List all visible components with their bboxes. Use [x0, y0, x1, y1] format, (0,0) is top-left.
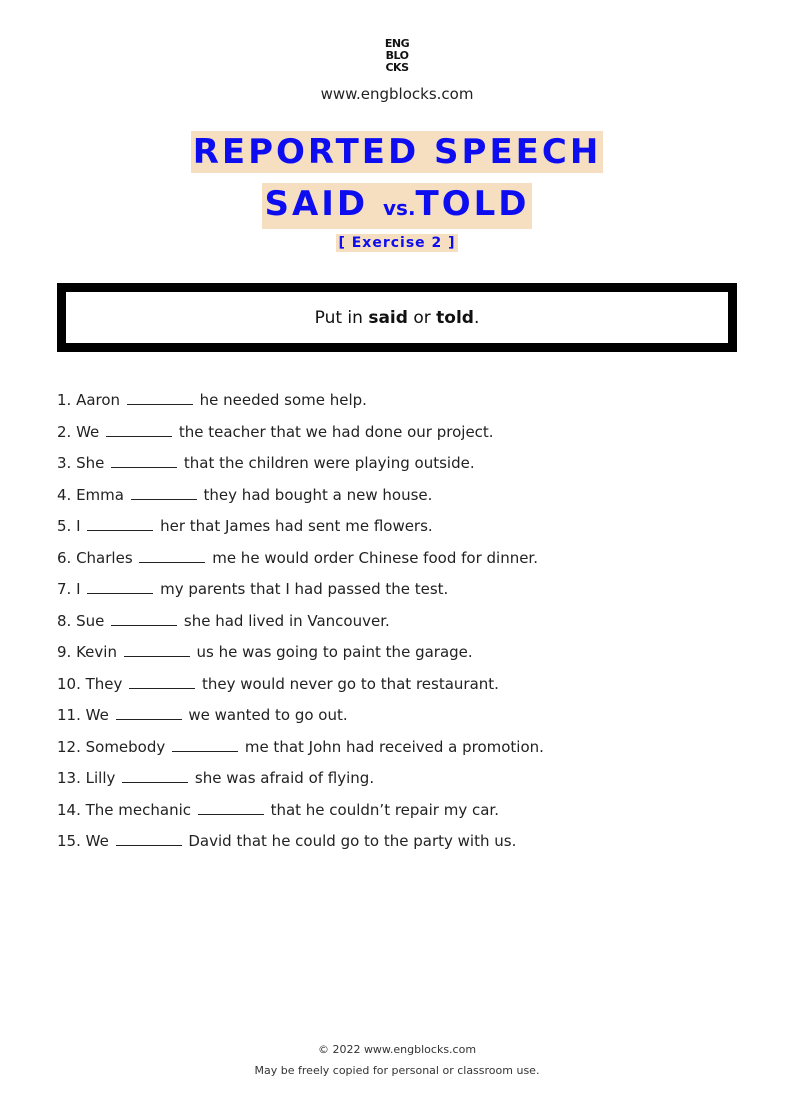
- exercise-label: [ Exercise 2 ]: [338, 235, 456, 251]
- question-item: [57, 799, 747, 831]
- answer-blank[interactable]: [87, 578, 153, 594]
- question-end: me he would order Chinese food for dinner.: [212, 548, 538, 567]
- answer-blank[interactable]: [129, 673, 195, 689]
- question-start: 12. Somebody: [57, 737, 166, 756]
- exercise-label-line: [0, 232, 794, 252]
- question-item: [57, 767, 747, 799]
- logo-line-3: CKS: [385, 61, 409, 74]
- title-said: SAID: [264, 184, 369, 224]
- answer-blank[interactable]: [116, 704, 182, 720]
- question-start: 3. She: [57, 454, 105, 472]
- question-item: [57, 515, 747, 547]
- answer-blank[interactable]: [122, 767, 188, 783]
- question-start: 4. Emma: [57, 485, 124, 504]
- footer-copyright: © 2022 www.engblocks.com: [317, 1043, 477, 1056]
- question-item: [57, 452, 747, 484]
- question-end: me that John had received a promotion.: [244, 737, 544, 756]
- question-start: 2. We: [57, 422, 100, 441]
- question-start: 5. I: [57, 517, 81, 535]
- question-item: [57, 547, 747, 579]
- title-vs: vs.: [383, 196, 416, 220]
- title-line-1: [0, 131, 794, 173]
- question-end: they would never go to that restaurant.: [201, 674, 499, 693]
- question-end: she had lived in Vancouver.: [183, 611, 390, 630]
- instruction-text: [315, 308, 480, 328]
- question-item: [57, 641, 747, 673]
- question-item: [57, 736, 747, 768]
- answer-blank[interactable]: [106, 421, 172, 437]
- footer-note: May be freely copied for personal or classroom use.: [254, 1064, 540, 1077]
- instruction-middle: or: [407, 307, 437, 328]
- instruction-suffix: .: [473, 307, 480, 328]
- question-end: that the children were playing outside.: [183, 454, 475, 472]
- answer-blank[interactable]: [124, 641, 190, 657]
- title-said-vs-told: [262, 183, 531, 229]
- logo-line-1: ENG: [384, 37, 410, 50]
- question-item: [57, 421, 747, 453]
- instruction-word-said: said: [368, 307, 408, 328]
- answer-blank[interactable]: [198, 799, 264, 815]
- question-start: 6. Charles: [57, 548, 133, 567]
- question-start: 13. Lilly: [57, 769, 116, 787]
- question-item: [57, 484, 747, 516]
- question-end: us he was going to paint the garage.: [196, 643, 473, 661]
- question-item: [57, 578, 747, 610]
- answer-blank[interactable]: [111, 452, 177, 468]
- question-end: my parents that I had passed the test.: [160, 580, 449, 598]
- answer-blank[interactable]: [131, 484, 197, 500]
- answer-blank[interactable]: [172, 736, 238, 752]
- question-start: 10. They: [57, 674, 123, 693]
- question-end: they had bought a new house.: [203, 485, 433, 504]
- question-start: 8. Sue: [57, 611, 105, 630]
- title-reported-speech: REPORTED SPEECH: [192, 132, 602, 172]
- instruction-prefix: Put in: [314, 307, 369, 328]
- answer-blank[interactable]: [116, 830, 182, 846]
- question-start: 11. We: [57, 706, 109, 724]
- answer-blank[interactable]: [127, 389, 193, 405]
- answer-blank[interactable]: [87, 515, 153, 531]
- question-start: 7. I: [57, 580, 81, 598]
- question-end: that he couldn’t repair my car.: [270, 800, 499, 819]
- instruction-box: [57, 283, 737, 352]
- question-start: 14. The mechanic: [57, 800, 191, 819]
- question-end: we wanted to go out.: [188, 706, 348, 724]
- instruction-word-told: told: [436, 307, 474, 328]
- question-end: David that he could go to the party with us.: [188, 832, 517, 850]
- answer-blank[interactable]: [111, 610, 177, 626]
- question-list: [57, 389, 747, 862]
- question-item: [57, 673, 747, 705]
- question-item: [57, 830, 747, 862]
- site-url: www.engblocks.com: [320, 85, 474, 103]
- question-start: 9. Kevin: [57, 643, 117, 661]
- engblocks-logo: [379, 38, 415, 74]
- question-end: her that James had sent me flowers.: [160, 517, 433, 535]
- question-end: she was afraid of flying.: [194, 769, 375, 787]
- question-end: he needed some help.: [199, 391, 367, 409]
- logo-line-2: BLO: [385, 49, 409, 62]
- question-item: [57, 389, 747, 421]
- question-item: [57, 610, 747, 642]
- title-told: TOLD: [415, 184, 530, 224]
- question-start: 1. Aaron: [57, 391, 121, 409]
- title-line-2: [0, 183, 794, 229]
- question-end: the teacher that we had done our project.: [178, 422, 494, 441]
- question-start: 15. We: [57, 832, 109, 850]
- answer-blank[interactable]: [139, 547, 205, 563]
- question-item: [57, 704, 747, 736]
